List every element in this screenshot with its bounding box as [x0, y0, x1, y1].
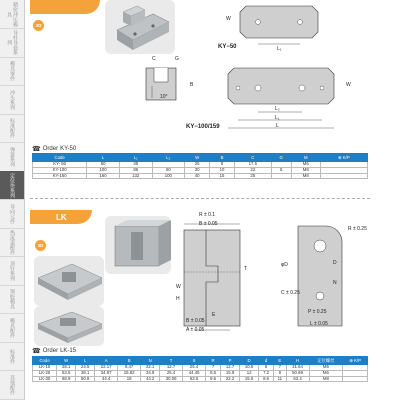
- ky-section-pill: [30, 0, 100, 14]
- dim-l1-ky100: L₁: [275, 115, 280, 121]
- sidebar-tab[interactable]: 弹簧系列: [0, 143, 24, 172]
- table-cell: 50.69: [286, 370, 309, 376]
- table-cell: 100: [152, 173, 185, 179]
- table-cell: 22.2: [221, 376, 240, 382]
- table-header-cell: N: [141, 357, 160, 365]
- table-cell: KY-100: [33, 167, 87, 173]
- table-cell: 6: [259, 365, 274, 371]
- dim-w-lk: W: [176, 284, 181, 290]
- dim-n-lk: N: [333, 280, 337, 286]
- lk-assembly-illustration-2: [34, 306, 104, 346]
- badge-3d-ky: 3D: [33, 20, 44, 31]
- table-header-cell: L₁: [119, 154, 152, 162]
- dim-phid: φD: [281, 262, 288, 268]
- dim-c025: C ± 0.25: [281, 290, 300, 296]
- table-cell: 30.08: [160, 376, 183, 382]
- table-cell: 44.2: [141, 376, 160, 382]
- lk-front-drawing: [184, 222, 254, 332]
- table-cell: 25.4: [183, 365, 206, 371]
- table-cell: 7: [274, 365, 286, 371]
- table-cell: KY-150: [33, 173, 87, 179]
- section-divider: [30, 198, 370, 199]
- lk-main-photo: [105, 216, 171, 274]
- table-cell: 8: [210, 162, 235, 168]
- table-header-cell: ⊕ K/P: [343, 357, 368, 365]
- table-cell: 5: [271, 167, 291, 173]
- table-cell: 38: [119, 162, 152, 168]
- lk-order-code: LK-15: [60, 348, 77, 354]
- angle-10: 10°: [160, 94, 168, 100]
- table-cell: M6: [291, 162, 320, 168]
- table-header-cell: Code: [33, 154, 87, 162]
- table-cell: 8.6: [259, 376, 274, 382]
- table-cell: 15.82: [118, 370, 141, 376]
- table-cell: 7.2: [259, 370, 274, 376]
- table-cell: 40: [185, 173, 210, 179]
- table-header-cell: ⊕ K/P: [320, 154, 367, 162]
- ky-order-line: [32, 145, 76, 153]
- lk-order-line: [32, 347, 76, 355]
- lk-block-illustration: [105, 216, 171, 274]
- phone-icon: ☎: [32, 348, 41, 355]
- table-cell: 25.4: [160, 370, 183, 376]
- table-header-cell: C: [235, 154, 271, 162]
- table-cell: M8: [309, 376, 343, 382]
- table-row: [33, 173, 368, 179]
- table-cell: LK-30: [33, 376, 57, 382]
- lk-assembly-photo-2: [34, 306, 104, 346]
- dim-l: L: [276, 123, 279, 129]
- table-cell: 50.8: [76, 376, 95, 382]
- lk-order-prefix: Order: [42, 348, 59, 354]
- table-cell: 44.45: [183, 370, 206, 376]
- ky-side-view-drawing: [140, 64, 188, 112]
- table-cell: 100: [87, 167, 120, 173]
- sidebar-tab[interactable]: 导向元件: [0, 200, 24, 229]
- table-cell: 30: [185, 167, 210, 173]
- table-header-cell: 定位螺丝: [309, 357, 343, 365]
- dim-b: B: [190, 82, 194, 88]
- dim-w-ky100: W: [346, 82, 351, 88]
- table-cell: 9.6: [206, 376, 221, 382]
- table-cell: [320, 173, 367, 179]
- table-header-cell: L₂: [152, 154, 185, 162]
- badge-3d-lk: 3D: [35, 240, 46, 251]
- table-header-cell: E: [274, 357, 286, 365]
- table-cell: 8.47: [118, 365, 141, 371]
- table-cell: 22.1: [141, 365, 160, 371]
- lk-spec-table: [32, 356, 368, 382]
- table-cell: 88.9: [57, 376, 76, 382]
- table-header-cell: B: [118, 357, 141, 365]
- phone-icon: ☎: [32, 146, 41, 153]
- table-cell: LK-25: [33, 370, 57, 376]
- table-header-cell: H: [286, 357, 309, 365]
- table-cell: M8: [291, 167, 320, 173]
- table-cell: LK-15: [33, 365, 57, 371]
- table-cell: 8.5: [206, 370, 221, 376]
- table-header-cell: R: [206, 357, 221, 365]
- table-cell: 160: [87, 173, 120, 179]
- sidebar-tab[interactable]: 定位块系列: [0, 171, 24, 200]
- table-cell: 132: [119, 173, 152, 179]
- ky100-drawing: [224, 68, 344, 140]
- table-header-cell: Code: [33, 357, 57, 365]
- table-cell: 12.7: [221, 365, 240, 371]
- dim-h-lk: H: [176, 296, 180, 302]
- table-header-cell: T: [160, 357, 183, 365]
- table-cell: 63.5: [183, 376, 206, 382]
- ky50-label: KY−50: [218, 44, 237, 50]
- table-header-cell: W: [57, 357, 76, 365]
- table-header-cell: M: [291, 154, 320, 162]
- table-row: [33, 376, 368, 382]
- table-cell: 10: [210, 167, 235, 173]
- table-cell: 24.5: [76, 365, 95, 371]
- table-cell: 60: [152, 167, 185, 173]
- dim-d-lk: D: [333, 260, 337, 266]
- dim-b-bottom-lk: B ± 0.05: [186, 318, 205, 324]
- sidebar-tab[interactable]: 顶针系列: [0, 257, 24, 286]
- table-cell: 15.5: [240, 376, 259, 382]
- dim-r025-lk: R ± 0.25: [348, 226, 367, 232]
- table-cell: 25: [185, 162, 210, 168]
- table-cell: 12.7: [160, 365, 183, 371]
- table-cell: M5: [309, 365, 343, 371]
- dim-p025: P ± 0.25: [308, 309, 327, 315]
- dim-c: C: [152, 56, 156, 62]
- table-cell: 63.4: [286, 376, 309, 382]
- table-cell: KY- 50: [33, 162, 87, 168]
- dim-l2: L₂: [275, 106, 280, 112]
- dim-g: G: [175, 56, 179, 62]
- table-cell: 63.5: [57, 370, 76, 376]
- table-cell: 31.64: [286, 365, 309, 371]
- table-header-cell: L: [76, 357, 95, 365]
- table-cell: 25: [235, 173, 271, 179]
- sidebar-tab[interactable]: 精密冲压模具: [0, 0, 24, 29]
- sidebar-tab[interactable]: 标准配件: [0, 114, 24, 143]
- ky50-drawing: [232, 4, 332, 48]
- table-cell: M8: [291, 173, 320, 179]
- sidebar-tab[interactable]: 模具零件: [0, 57, 24, 86]
- sidebar-tab[interactable]: 模具配件: [0, 314, 24, 343]
- table-cell: 15: [210, 173, 235, 179]
- table-cell: 34.9: [141, 370, 160, 376]
- sidebar-tab[interactable]: 热流道配件: [0, 228, 24, 257]
- lk-section-pill: LK: [30, 210, 92, 224]
- sidebar: [0, 0, 25, 400]
- dim-w-ky50: W: [226, 16, 231, 22]
- table-header-cell: S: [183, 357, 206, 365]
- table-cell: [343, 376, 368, 382]
- table-cell: 50: [87, 162, 120, 168]
- table-cell: 86: [119, 167, 152, 173]
- dim-l005: L ± 0.05: [310, 321, 328, 327]
- table-cell: 34.87: [95, 370, 118, 376]
- ky-order-prefix: Order: [42, 146, 59, 152]
- table-cell: 9: [274, 370, 286, 376]
- table-header-cell: d: [259, 357, 274, 365]
- table-cell: [271, 173, 291, 179]
- table-cell: 15.9: [221, 370, 240, 376]
- ky100-label: KY−100/159: [186, 124, 220, 130]
- lk-assembly-illustration-1: [34, 256, 104, 306]
- table-header-cell: L: [87, 154, 120, 162]
- ky-order-code: KY-50: [60, 146, 77, 152]
- dim-e-lk: E: [212, 312, 216, 318]
- table-header-cell: G: [271, 154, 291, 162]
- sidebar-tab[interactable]: 冲头系列: [0, 86, 24, 115]
- table-cell: 11: [274, 376, 286, 382]
- lk-assembly-photo-1: [34, 256, 104, 306]
- dim-b-top-lk: B ± 0.05: [199, 221, 218, 227]
- table-cell: 38.1: [76, 370, 95, 376]
- table-cell: 38.1: [57, 365, 76, 371]
- dim-r-lk: R ± 0.1: [199, 212, 216, 218]
- ky-product-photo: [105, 0, 175, 54]
- dim-a-lk: A ± 0.05: [186, 327, 205, 333]
- ky-block-illustration: [105, 0, 175, 54]
- table-cell: 22.17: [95, 365, 118, 371]
- table-cell: 44.4: [95, 376, 118, 382]
- table-header-cell: P: [221, 357, 240, 365]
- table-header-cell: W: [185, 154, 210, 162]
- table-cell: 22: [235, 167, 271, 173]
- table-cell: 19: [118, 376, 141, 382]
- table-cell: 10.5: [240, 365, 259, 371]
- table-cell: M6: [309, 370, 343, 376]
- ky-spec-table: [32, 153, 368, 179]
- sidebar-tab[interactable]: 标准件: [0, 342, 24, 371]
- sidebar-tab[interactable]: 导柱导套系列: [0, 29, 24, 58]
- sidebar-tab[interactable]: 其他配件: [0, 371, 24, 400]
- table-header-cell: A: [95, 357, 118, 365]
- table-cell: 7: [206, 365, 221, 371]
- dim-t-lk: T: [244, 266, 248, 272]
- table-cell: 12: [240, 370, 259, 376]
- table-header-cell: B: [210, 154, 235, 162]
- table-cell: 17.5: [235, 162, 271, 168]
- dim-l1-ky50: L₁: [277, 46, 282, 52]
- sidebar-tab[interactable]: 塑胶模具: [0, 285, 24, 314]
- table-header-cell: D: [240, 357, 259, 365]
